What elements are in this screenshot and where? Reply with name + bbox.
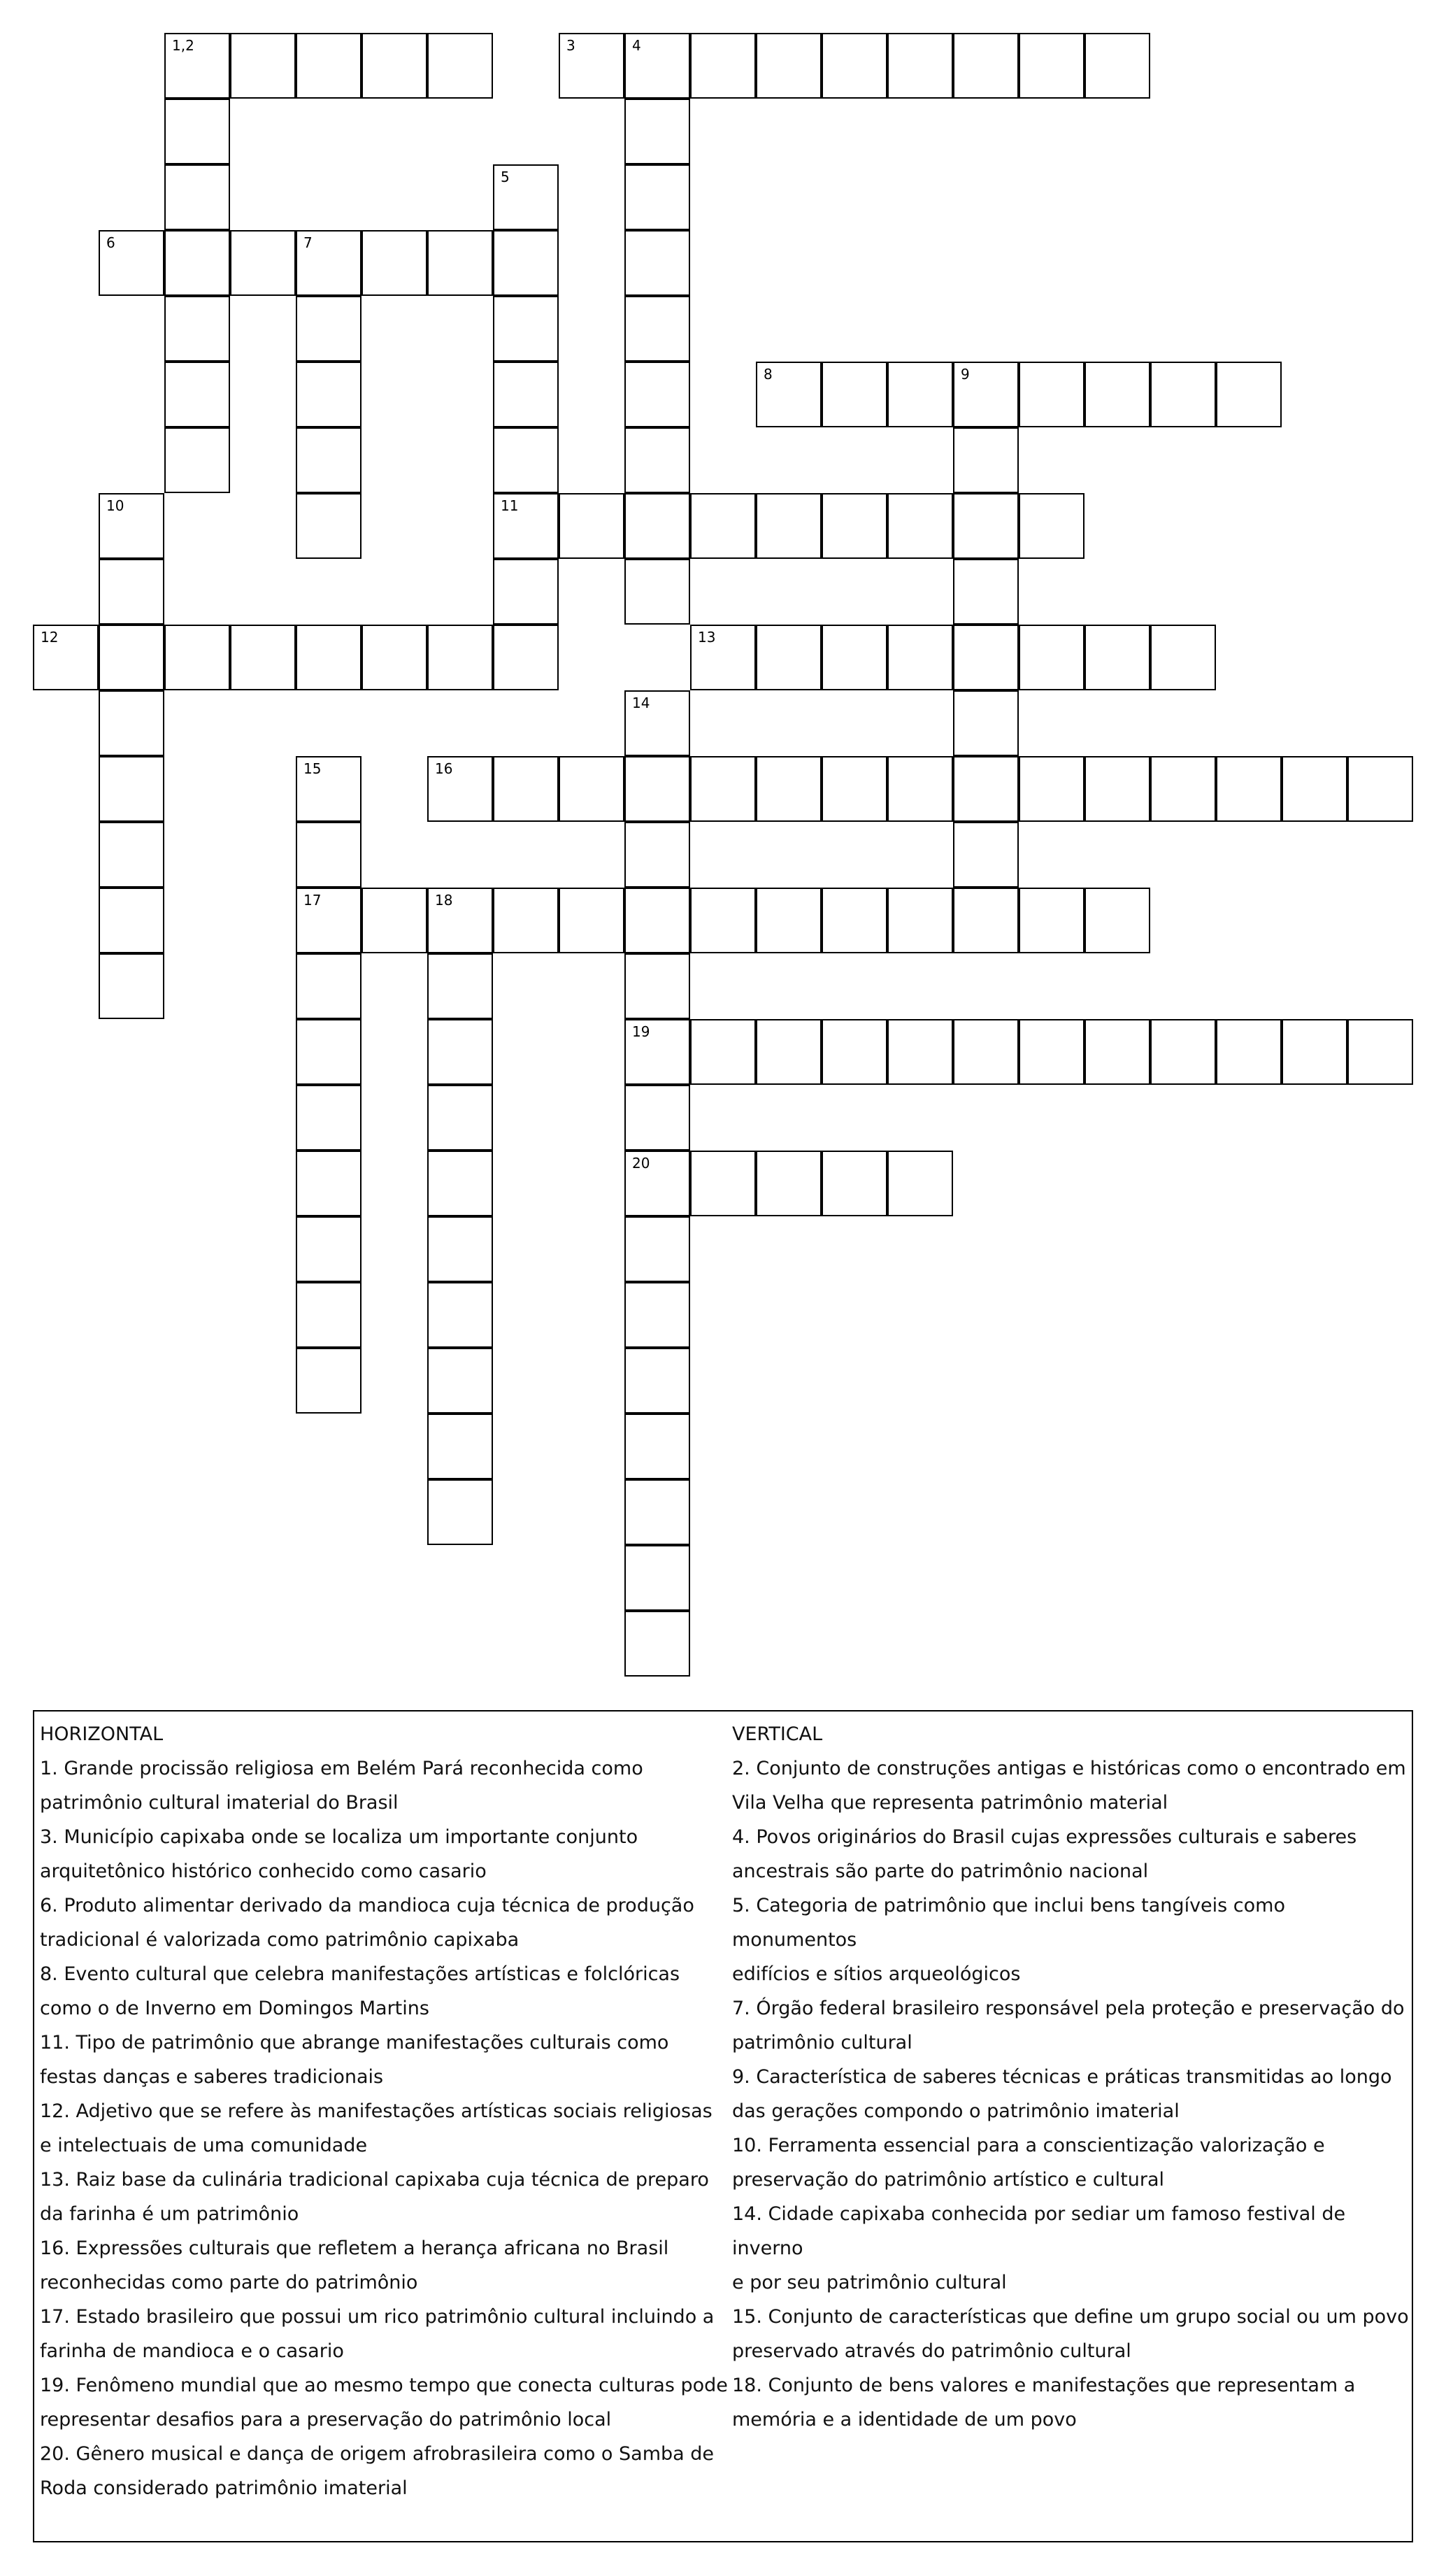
grid-cell[interactable] — [624, 1216, 690, 1282]
grid-cell[interactable] — [690, 1151, 756, 1216]
grid-cell[interactable] — [164, 164, 230, 230]
clue-number: 15 — [303, 760, 322, 777]
grid-cell[interactable] — [624, 296, 690, 362]
grid-cell[interactable] — [99, 822, 164, 888]
clue-down-9: 9. Característica de saberes técnicas e práticas transmitidas ao longo — [732, 2066, 1392, 2088]
grid-cell[interactable] — [953, 625, 1019, 690]
grid-cell[interactable] — [362, 33, 427, 99]
grid-cell[interactable] — [427, 1019, 493, 1085]
grid-cell[interactable] — [1150, 362, 1216, 427]
clue-across-6-cont: tradicional é valorizada como patrimônio capixaba — [40, 1929, 520, 1951]
grid-cell[interactable] — [296, 33, 362, 99]
grid-cell[interactable] — [887, 888, 953, 953]
grid-cell[interactable] — [624, 1479, 690, 1545]
grid-cell[interactable] — [99, 756, 164, 822]
grid-cell[interactable] — [1019, 625, 1084, 690]
grid-cell[interactable] — [756, 888, 822, 953]
grid-cell[interactable] — [559, 33, 624, 99]
grid-cell[interactable] — [427, 1348, 493, 1414]
grid-cell[interactable] — [493, 362, 559, 427]
grid-cell[interactable] — [624, 427, 690, 493]
grid-cell[interactable] — [164, 99, 230, 164]
clue-down-4-cont: ancestrais são parte do patrimônio nacional — [732, 1860, 1149, 1882]
clue-number: 4 — [632, 37, 641, 54]
grid-cell[interactable] — [690, 888, 756, 953]
grid-cell[interactable] — [296, 756, 362, 822]
grid-cell[interactable] — [296, 230, 362, 296]
grid-cell[interactable] — [296, 1019, 362, 1085]
grid-cell[interactable] — [953, 888, 1019, 953]
grid-cell[interactable] — [624, 493, 690, 559]
grid-cell[interactable] — [822, 362, 887, 427]
clue-down-7: 7. Órgão federal brasileiro responsável pela proteção e preservação do — [732, 1998, 1405, 2019]
clue-across-6: 6. Produto alimentar derivado da mandioca cuja técnica de produção — [40, 1895, 694, 1916]
grid-cell[interactable] — [493, 230, 559, 296]
clue-across-20: 20. Gênero musical e dança de origem afrobrasileira como o Samba de — [40, 2443, 715, 2465]
vertical-heading: VERTICAL — [732, 1723, 823, 1745]
clue-across-11-cont: festas danças e saberes tradicionais — [40, 2066, 384, 2088]
grid-cell[interactable] — [756, 756, 822, 822]
grid-cell[interactable] — [953, 33, 1019, 99]
grid-cell[interactable] — [624, 1019, 690, 1085]
grid-cell[interactable] — [296, 296, 362, 362]
clue-number: 10 — [106, 497, 124, 514]
grid-cell[interactable] — [690, 756, 756, 822]
clue-down-15: 15. Conjunto de características que define um grupo social ou um povo — [732, 2306, 1409, 2328]
clue-number: 12 — [41, 629, 59, 646]
grid-cell[interactable] — [164, 296, 230, 362]
grid-cell[interactable] — [493, 164, 559, 230]
clue-down-18-cont: memória e a identidade de um povo — [732, 2409, 1077, 2431]
grid-cell[interactable] — [887, 1151, 953, 1216]
grid-cell[interactable] — [822, 33, 887, 99]
grid-cell[interactable] — [427, 230, 493, 296]
clue-down-2-cont: Vila Velha que representa patrimônio material — [732, 1792, 1168, 1814]
clue-number: 3 — [566, 37, 575, 54]
grid-cell[interactable] — [427, 625, 493, 690]
grid-cell[interactable] — [1347, 756, 1413, 822]
clue-down-5: 5. Categoria de patrimônio que inclui bens tangíveis como monumentos — [732, 1895, 1285, 1951]
clue-down-7-cont: patrimônio cultural — [732, 2032, 912, 2054]
clue-across-12: 12. Adjetivo que se refere às manifestações artísticas sociais religiosas — [40, 2100, 713, 2122]
clue-number: 1,2 — [172, 37, 194, 54]
clue-down-10: 10. Ferramenta essencial para a conscientização valorização e — [732, 2135, 1325, 2156]
clue-down-14-cont: e por seu patrimônio cultural — [732, 2272, 1007, 2293]
grid-cell[interactable] — [296, 493, 362, 559]
clue-across-11: 11. Tipo de patrimônio que abrange manifestações culturais como — [40, 2032, 669, 2054]
grid-cell[interactable] — [624, 1611, 690, 1677]
clue-down-18: 18. Conjunto de bens valores e manifestações que representam a — [732, 2375, 1356, 2396]
grid-cell[interactable] — [296, 1348, 362, 1414]
clue-box — [33, 1710, 1413, 2542]
grid-cell[interactable] — [822, 888, 887, 953]
grid-cell[interactable] — [296, 1151, 362, 1216]
clue-number: 17 — [303, 892, 322, 909]
grid-cell[interactable] — [1019, 493, 1084, 559]
grid-cell[interactable] — [1282, 756, 1347, 822]
clue-number: 19 — [632, 1023, 650, 1040]
grid-cell[interactable] — [1347, 1019, 1413, 1085]
clue-across-1-cont: patrimônio cultural imaterial do Brasil — [40, 1792, 399, 1814]
grid-cell[interactable] — [427, 1085, 493, 1151]
grid-cell[interactable] — [1282, 1019, 1347, 1085]
grid-cell[interactable] — [822, 756, 887, 822]
grid-cell[interactable] — [624, 1282, 690, 1348]
grid-cell[interactable] — [1216, 1019, 1282, 1085]
clue-across-16-cont: reconhecidas como parte do patrimônio — [40, 2272, 418, 2293]
grid-cell[interactable] — [164, 362, 230, 427]
grid-cell[interactable] — [427, 1479, 493, 1545]
grid-cell[interactable] — [296, 1216, 362, 1282]
grid-cell[interactable] — [296, 822, 362, 888]
clue-across-17-cont: farinha de mandioca e o casario — [40, 2340, 344, 2362]
grid-cell[interactable] — [624, 559, 690, 625]
grid-cell[interactable] — [624, 1151, 690, 1216]
clue-number: 18 — [435, 892, 453, 909]
grid-cell[interactable] — [624, 362, 690, 427]
clue-across-16: 16. Expressões culturais que refletem a herança africana no Brasil — [40, 2237, 669, 2259]
grid-cell[interactable] — [427, 756, 493, 822]
grid-cell[interactable] — [624, 1414, 690, 1479]
grid-cell[interactable] — [296, 1085, 362, 1151]
grid-cell[interactable] — [1019, 888, 1084, 953]
clue-across-3-cont: arquitetônico histórico conhecido como casario — [40, 1860, 487, 1882]
clue-across-13: 13. Raiz base da culinária tradicional capixaba cuja técnica de preparo — [40, 2169, 709, 2191]
grid-cell[interactable] — [99, 559, 164, 625]
grid-cell[interactable] — [99, 493, 164, 559]
grid-cell[interactable] — [690, 493, 756, 559]
grid-cell[interactable] — [690, 33, 756, 99]
grid-cell[interactable] — [624, 1545, 690, 1611]
grid-cell[interactable] — [99, 953, 164, 1019]
grid-cell[interactable] — [427, 1216, 493, 1282]
horizontal-clues — [40, 1717, 732, 2505]
grid-cell[interactable] — [1084, 1019, 1150, 1085]
grid-cell[interactable] — [493, 493, 559, 559]
grid-cell[interactable] — [822, 1151, 887, 1216]
grid-cell[interactable] — [296, 953, 362, 1019]
clue-down-5-cont: edifícios e sítios arqueológicos — [732, 1963, 1021, 1985]
clue-number: 8 — [764, 366, 773, 383]
clue-number: 9 — [961, 366, 970, 383]
grid-cell[interactable] — [624, 756, 690, 822]
grid-cell[interactable] — [493, 625, 559, 690]
grid-cell[interactable] — [953, 362, 1019, 427]
grid-cell[interactable] — [624, 888, 690, 953]
grid-cell[interactable] — [230, 230, 296, 296]
grid-cell[interactable] — [953, 427, 1019, 493]
grid-cell[interactable] — [427, 888, 493, 953]
grid-cell[interactable] — [1019, 1019, 1084, 1085]
clue-across-20-cont: Roda considerado patrimônio imaterial — [40, 2477, 408, 2499]
grid-cell[interactable] — [1019, 33, 1084, 99]
grid-cell[interactable] — [427, 1151, 493, 1216]
grid-cell[interactable] — [953, 690, 1019, 756]
grid-cell[interactable] — [953, 822, 1019, 888]
grid-cell[interactable] — [953, 1019, 1019, 1085]
grid-cell[interactable] — [887, 362, 953, 427]
grid-cell[interactable] — [1150, 756, 1216, 822]
grid-cell[interactable] — [493, 559, 559, 625]
grid-cell[interactable] — [362, 888, 427, 953]
grid-cell[interactable] — [559, 493, 624, 559]
grid-cell[interactable] — [887, 625, 953, 690]
grid-cell[interactable] — [887, 33, 953, 99]
grid-cell[interactable] — [624, 99, 690, 164]
clue-across-3: 3. Município capixaba onde se localiza um importante conjunto — [40, 1826, 638, 1848]
grid-cell[interactable] — [33, 625, 99, 690]
grid-cell[interactable] — [164, 427, 230, 493]
clue-down-4: 4. Povos originários do Brasil cujas expressões culturais e saberes — [732, 1826, 1357, 1848]
grid-cell[interactable] — [690, 1019, 756, 1085]
clue-across-13-cont: da farinha é um patrimônio — [40, 2203, 299, 2225]
grid-cell[interactable] — [1084, 33, 1150, 99]
grid-cell[interactable] — [230, 625, 296, 690]
clue-down-2: 2. Conjunto de construções antigas e históricas como o encontrado em — [732, 1758, 1406, 1779]
grid-cell[interactable] — [99, 625, 164, 690]
grid-cell[interactable] — [624, 822, 690, 888]
grid-cell[interactable] — [296, 1282, 362, 1348]
grid-cell[interactable] — [624, 953, 690, 1019]
grid-cell[interactable] — [362, 625, 427, 690]
grid-cell[interactable] — [427, 1282, 493, 1348]
grid-cell[interactable] — [427, 1414, 493, 1479]
grid-cell[interactable] — [887, 1019, 953, 1085]
vertical-clues — [732, 1717, 1409, 2437]
grid-cell[interactable] — [362, 230, 427, 296]
clue-number: 7 — [303, 234, 313, 251]
grid-cell[interactable] — [624, 1348, 690, 1414]
grid-cell[interactable] — [887, 493, 953, 559]
grid-cell[interactable] — [624, 33, 690, 99]
grid-cell[interactable] — [624, 1085, 690, 1151]
grid-cell[interactable] — [164, 230, 230, 296]
grid-cell[interactable] — [822, 493, 887, 559]
grid-cell[interactable] — [756, 1019, 822, 1085]
grid-cell[interactable] — [493, 756, 559, 822]
grid-cell[interactable] — [1084, 888, 1150, 953]
clue-across-8: 8. Evento cultural que celebra manifestações artísticas e folclóricas — [40, 1963, 680, 1985]
grid-cell[interactable] — [493, 427, 559, 493]
grid-cell[interactable] — [559, 756, 624, 822]
grid-cell[interactable] — [164, 33, 230, 99]
grid-cell[interactable] — [756, 493, 822, 559]
grid-cell[interactable] — [953, 493, 1019, 559]
grid-cell[interactable] — [624, 230, 690, 296]
grid-cell[interactable] — [296, 625, 362, 690]
grid-cell[interactable] — [1216, 362, 1282, 427]
clue-across-19: 19. Fenômeno mundial que ao mesmo tempo que conecta culturas pode — [40, 2375, 728, 2396]
grid-cell[interactable] — [99, 230, 164, 296]
clue-number: 5 — [501, 169, 510, 185]
clue-number: 20 — [632, 1155, 650, 1172]
grid-cell[interactable] — [99, 690, 164, 756]
grid-cell[interactable] — [559, 888, 624, 953]
grid-cell[interactable] — [296, 888, 362, 953]
grid-cell[interactable] — [953, 559, 1019, 625]
grid-cell[interactable] — [493, 888, 559, 953]
clue-down-9-cont: das gerações compondo o patrimônio imaterial — [732, 2100, 1180, 2122]
grid-cell[interactable] — [624, 690, 690, 756]
grid-cell[interactable] — [493, 296, 559, 362]
grid-cell[interactable] — [756, 625, 822, 690]
grid-cell[interactable] — [296, 427, 362, 493]
grid-cell[interactable] — [99, 888, 164, 953]
clue-number: 14 — [632, 695, 650, 711]
grid-cell[interactable] — [1150, 625, 1216, 690]
grid-cell[interactable] — [690, 625, 756, 690]
grid-cell[interactable] — [624, 164, 690, 230]
grid-cell[interactable] — [1019, 362, 1084, 427]
clue-down-14: 14. Cidade capixaba conhecida por sediar um famoso festival de inverno — [732, 2203, 1346, 2259]
clue-number: 16 — [435, 760, 453, 777]
grid-cell[interactable] — [427, 953, 493, 1019]
clue-down-10-cont: preservação do patrimônio artístico e cultural — [732, 2169, 1165, 2191]
grid-cell[interactable] — [756, 362, 822, 427]
grid-cell[interactable] — [822, 1019, 887, 1085]
grid-cell[interactable] — [1084, 625, 1150, 690]
grid-cell[interactable] — [756, 33, 822, 99]
clue-number: 11 — [501, 497, 519, 514]
clue-across-8-cont: como o de Inverno em Domingos Martins — [40, 1998, 429, 2019]
grid-cell[interactable] — [1084, 756, 1150, 822]
grid-cell[interactable] — [1019, 756, 1084, 822]
clue-across-1: 1. Grande procissão religiosa em Belém Pará reconhecida como — [40, 1758, 643, 1779]
grid-cell[interactable] — [1084, 362, 1150, 427]
grid-cell[interactable] — [822, 625, 887, 690]
grid-cell[interactable] — [887, 756, 953, 822]
grid-cell[interactable] — [296, 362, 362, 427]
grid-cell[interactable] — [756, 1151, 822, 1216]
clue-number: 13 — [698, 629, 716, 646]
grid-cell[interactable] — [1216, 756, 1282, 822]
clue-down-15-cont: preservado através do patrimônio cultural — [732, 2340, 1131, 2362]
clue-across-17: 17. Estado brasileiro que possui um rico patrimônio cultural incluindo a — [40, 2306, 715, 2328]
grid-cell[interactable] — [230, 33, 296, 99]
grid-cell[interactable] — [427, 33, 493, 99]
grid-cell[interactable] — [1150, 1019, 1216, 1085]
clue-across-19-cont: representar desafios para a preservação do patrimônio local — [40, 2409, 612, 2431]
grid-cell[interactable] — [953, 756, 1019, 822]
clue-across-12-cont: e intelectuais de uma comunidade — [40, 2135, 368, 2156]
grid-cell[interactable] — [164, 625, 230, 690]
clue-number: 6 — [106, 234, 115, 251]
horizontal-heading: HORIZONTAL — [40, 1723, 164, 1745]
